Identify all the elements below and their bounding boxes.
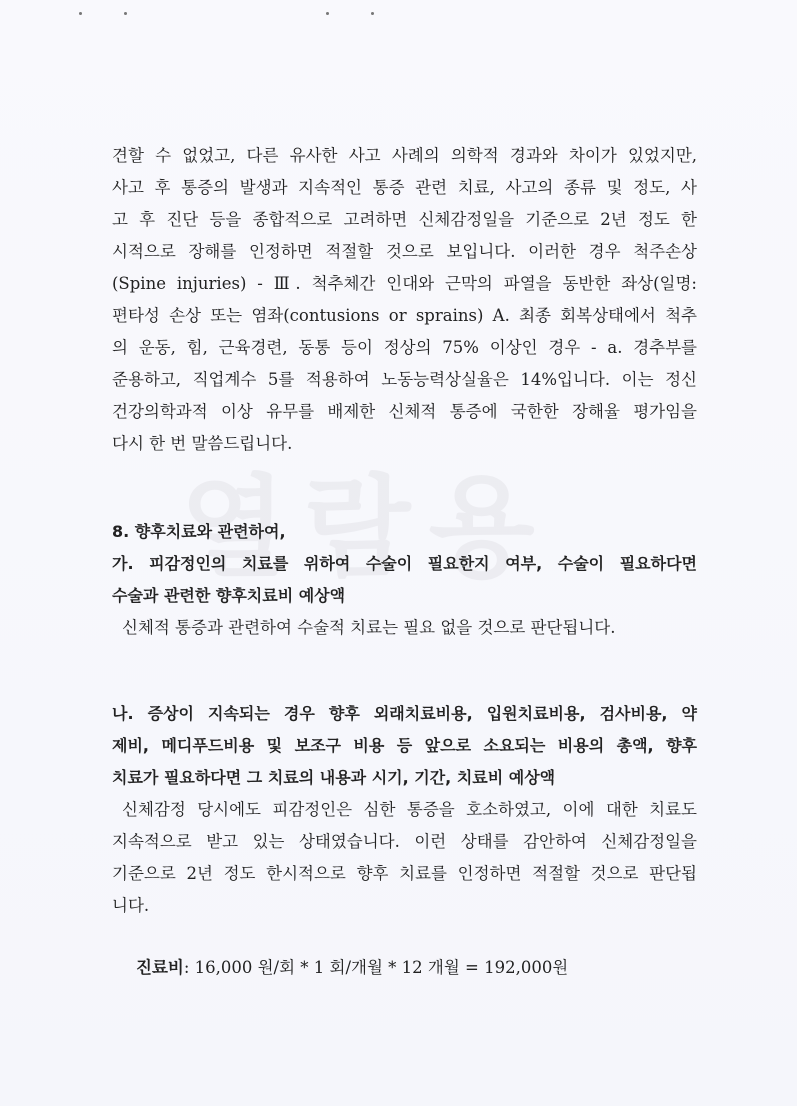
scan-dot xyxy=(326,12,329,15)
scan-artifact-dots xyxy=(0,12,797,22)
text-line: 견할 수 없었고, 다른 유사한 사고 사례의 의학적 경과와 차이가 있었지만, xyxy=(112,146,697,165)
text-line: 준용하고, 직업계수 5를 적용하여 노동능력상실율은 14%입니다. 이는 정신 xyxy=(112,370,697,389)
answer-na-line: 지속적으로 받고 있는 상태였습니다. 이런 상태를 감안하여 신체감정일을 xyxy=(112,832,697,851)
answer-na-line: 니다. xyxy=(112,896,150,915)
document-body xyxy=(112,146,697,466)
question-na-line: 제비, 메디푸드비용 및 보조구 비용 등 앞으로 소요되는 비용의 총액, 향후 xyxy=(112,736,697,755)
text-line: 편타성 손상 또는 염좌(contusions or sprains) A. 최종 회복상태에서 척추 xyxy=(112,306,697,325)
scan-dot xyxy=(371,12,374,15)
question-ga-line: 가. 피감정인의 치료를 위하여 수술이 필요한지 여부, 수술이 필요하다면 xyxy=(112,554,697,573)
scan-dot xyxy=(124,12,127,15)
answer-na-line: 기준으로 2년 정도 한시적으로 향후 치료를 인정하면 적절할 것으로 판단됩 xyxy=(112,864,697,883)
text-line: 사고 후 통증의 발생과 지속적인 통증 관련 치료, 사고의 종류 및 정도, 사 xyxy=(112,178,697,197)
scan-dot xyxy=(79,12,82,15)
question-ga-line: 수술과 관련한 향후치료비 예상액 xyxy=(112,586,346,605)
question-na-line: 치료가 필요하다면 그 치료의 내용과 시기, 기간, 치료비 예상액 xyxy=(112,768,556,787)
fee-label: 진료비 xyxy=(136,958,184,977)
section-8-item-na xyxy=(112,704,697,928)
text-line: (Spine injuries) - Ⅲ. 척추체간 인대와 근막의 파열을 동반한 좌상(일명: xyxy=(112,274,697,293)
text-line: 의 운동, 힘, 근육경련, 동통 등이 정상의 75% 이상인 경우 - a. 경추부를 xyxy=(112,338,697,357)
text-line: 고 후 진단 등을 종합적으로 고려하면 신체감정일을 기준으로 2년 정도 한 xyxy=(112,210,697,229)
text-line: 건강의학과적 이상 유무를 배제한 신체적 통증에 국한한 장해율 평가임을 xyxy=(112,402,697,421)
section-title: 8. 향후치료와 관련하여, xyxy=(112,522,286,541)
question-na-line: 나. 증상이 지속되는 경우 향후 외래치료비용, 입원치료비용, 검사비용, 약 xyxy=(112,704,697,723)
answer-ga: 신체적 통증과 관련하여 수술적 치료는 필요 없을 것으로 판단됩니다. xyxy=(122,618,616,637)
section-8 xyxy=(112,522,697,650)
answer-na-line: 신체감정 당시에도 피감정인은 심한 통증을 호소하였고, 이에 대한 치료도 xyxy=(122,800,697,819)
text-line: 시적으로 장해를 인정하면 적절할 것으로 보입니다. 이러한 경우 척주손상 xyxy=(112,242,697,261)
fee-line xyxy=(136,958,568,978)
paragraph-continuation xyxy=(112,146,697,454)
fee-formula: : 16,000 원/회 * 1 회/개월 * 12 개월 = 192,000원 xyxy=(183,958,569,977)
text-line: 다시 한 번 말씀드립니다. xyxy=(112,434,293,453)
